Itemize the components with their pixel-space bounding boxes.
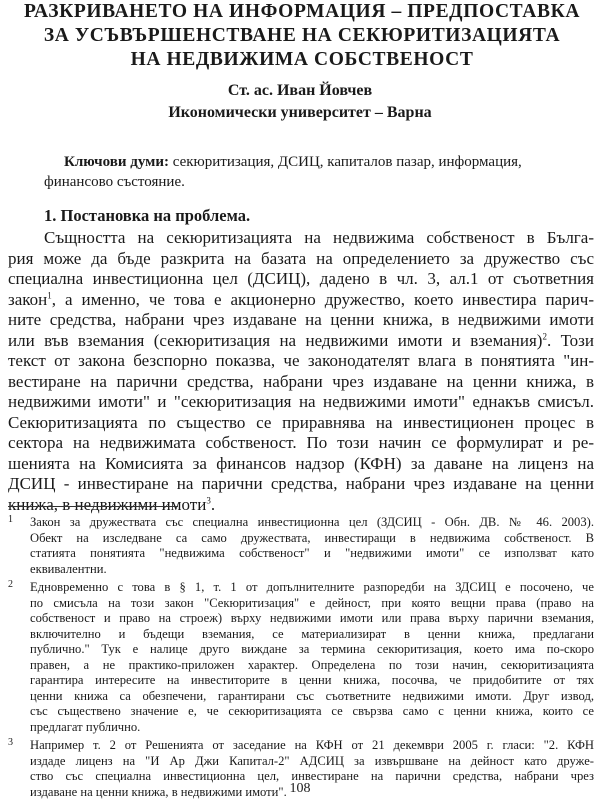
footnote-number: 2 bbox=[8, 579, 13, 590]
body-line: Секюритизацията по същество се приравнява на инвестиционен процес в bbox=[8, 412, 594, 432]
title-line: НА НЕДВИЖИМА СОБСТВЕНОСТ bbox=[130, 49, 474, 70]
body-text-segment: книжа, в недвижими имоти bbox=[8, 494, 207, 514]
footnote-number: 1 bbox=[8, 514, 13, 525]
body-text-segment: , а именно, че това е акционерно дружество, което инвестира парич- bbox=[51, 289, 594, 309]
author-name: Ст. ас. Иван Йовчев bbox=[227, 82, 373, 99]
footnote-line: със съществено значение е, че секюритизацията се свързва само с ценни книжа, които се bbox=[30, 704, 594, 718]
body-text-segment: . Този bbox=[546, 330, 594, 350]
footnote-line: Например т. 2 от Решенията от заседание на КФН от 21 декември 2005 г. гласи: "2. КФН bbox=[30, 738, 594, 752]
footnotes bbox=[8, 515, 594, 803]
footnote-line: правен, а не практико-приложен характер. Определена по този начин, секюритизацията bbox=[30, 657, 594, 672]
footnote bbox=[8, 515, 594, 577]
body-line: вестиране на парични средства, набрани чрез издаване на ценни книжа, в bbox=[8, 371, 594, 391]
body-line: недвижими имоти" и "секюритизация на недвижими имоти" еднакъв смисъл. bbox=[8, 392, 594, 411]
article-title bbox=[14, 0, 590, 72]
footnote-line: собственост и право на строеж) върху недвижими имоти или права върху парични вземания, bbox=[30, 611, 594, 625]
footnote-line: предлагат публично. bbox=[30, 719, 141, 734]
footnote-line: ценни книжа са обезпечени, гарантирани със съответните недвижими имоти. Друг извод, bbox=[30, 688, 594, 703]
footnote-ref[interactable]: 1 bbox=[47, 289, 52, 300]
page-number: 108 bbox=[289, 781, 311, 796]
footnote-line: издаване на ценни книжа, в недвижими имоти". bbox=[30, 784, 287, 799]
body-line: специална инвестиционна цел (ДСИЦ), дадено в чл. 3, ал.1 от съответния bbox=[8, 269, 594, 288]
footnote-ref[interactable]: 2 bbox=[542, 330, 547, 341]
section-heading: 1. Постановка на проблема. bbox=[44, 206, 251, 225]
footnote-line: публично." Тук е налице друго виждане за термина секюритизация, което има по-скоро bbox=[30, 642, 594, 656]
footnote-line: гарантира интересите на инвеститорите в ценни книжа, посочва, че придобитите от тях bbox=[30, 673, 594, 687]
footnote-line: включително и бъдещи вземания, се материализират в ценни книжа, предлагани bbox=[30, 626, 594, 641]
footnote-line: Обект на изследване са само дружествата, инвестиращи в недвижима собственост. В bbox=[30, 530, 594, 545]
keywords-line bbox=[44, 152, 596, 172]
title-line: РАЗКРИВАНЕТО НА ИНФОРМАЦИЯ – ПРЕДПОСТАВКА bbox=[23, 1, 580, 22]
keywords bbox=[44, 152, 596, 192]
footnote-line: Едновременно с това в § 1, т. 1 от допълнителните разпоредби на ЗДСИЦ е посочено, че bbox=[30, 580, 594, 594]
keywords-line: финансово състояние. bbox=[44, 174, 185, 190]
footnote-line: Закон за дружествата със специална инвестиционна цел (ЗДСИЦ - Обн. ДВ. № 46. 2003). bbox=[30, 515, 594, 529]
author-block bbox=[80, 80, 520, 124]
body-line: ДСИЦ - инвестиране на парични средства, набрани чрез издаване на ценни bbox=[8, 474, 594, 493]
footnote-line: еквивалентни. bbox=[30, 561, 107, 576]
footnote-line: ство със специална инвестиционна цел, инвестиране на парични средства, набрани чрез bbox=[30, 769, 594, 783]
keywords-label: Ключови думи: bbox=[64, 154, 170, 170]
footnote bbox=[8, 580, 594, 735]
body-line: шенията на Комисията за финансов надзор (КФН) за даване на лиценз на bbox=[8, 453, 594, 473]
footnote-ref[interactable]: 3 bbox=[206, 494, 211, 505]
body-paragraph bbox=[8, 228, 594, 515]
body-line: рия може да бъде разкрита на базата на определението за дружество със bbox=[8, 248, 594, 268]
body-line: Същността на секюритизацията на недвижима собственост в Бълга- bbox=[44, 228, 594, 247]
footnote-line: по смисъла на този закон "Секюритизация" е дейност, при която вещни права (право на bbox=[30, 595, 594, 610]
footnote-line: статията понятията "недвижима собственост" и "недвижими имоти" се използват като bbox=[30, 546, 594, 560]
keywords-text: секюритизация, ДСИЦ, капиталов пазар, информация, bbox=[172, 154, 522, 170]
author-affiliation: Икономически университет – Варна bbox=[168, 104, 432, 121]
body-line bbox=[8, 331, 594, 352]
body-line: книжа, в недвижими имоти$^3$. bbox=[8, 494, 216, 514]
footnote-number: 3 bbox=[8, 737, 13, 748]
footnote-divider bbox=[8, 506, 178, 507]
body-line: ните средства, набрани чрез издаване на ценни книжа, в недвижими имоти bbox=[8, 310, 594, 329]
body-line bbox=[8, 290, 594, 311]
body-text-segment: или във вземания (секюритизация на недвижими имоти и вземания) bbox=[8, 330, 543, 350]
body-line: текст от закона безспорно показва, че законодателят влага в понятията "ин- bbox=[8, 351, 594, 370]
footnote-line: издаде лиценз на "И Ар Джи Капитал-2" АДСИЦ за извършване на дейност като друже- bbox=[30, 753, 594, 768]
body-line: сектора на недвижимата собственост. По този начин се формулират и ре- bbox=[8, 433, 594, 452]
body-text-segment: закон bbox=[8, 289, 48, 309]
title-line: ЗА УСЪВЪРШЕНСТВАНЕ НА СЕКЮРИТИЗАЦИЯТА bbox=[43, 25, 561, 46]
